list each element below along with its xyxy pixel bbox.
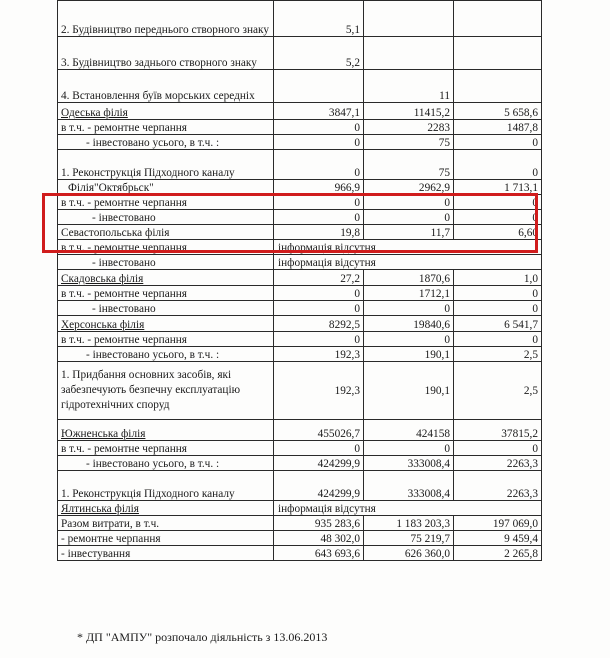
table-row: [58, 546, 542, 561]
cell-value-1: 0: [274, 332, 364, 347]
cell-value-3: 37815,2: [454, 420, 542, 441]
row-label: Разом витрати, в т.ч.: [58, 516, 274, 531]
cell-value-3: 1487,8: [454, 120, 542, 135]
row-label: Одеська філія: [58, 103, 274, 120]
cell-value-2: 11,7: [364, 225, 454, 240]
table-row: [58, 516, 542, 531]
row-label: 2. Будівництво переднього створного знаку: [58, 1, 274, 37]
cell-value-1: 5,2: [274, 37, 364, 70]
cell-value-1: 0: [274, 441, 364, 456]
cell-value-2: 333008,4: [364, 456, 454, 471]
document-table-area: [57, 0, 541, 561]
cell-value-3: [454, 37, 542, 70]
cell-value-3: 6,60: [454, 225, 542, 240]
row-label: Севастопольська філія: [58, 225, 274, 240]
cell-value-2: 626 360,0: [364, 546, 454, 561]
cell-value-2: 0: [364, 301, 454, 316]
cell-value-3: 0: [454, 332, 542, 347]
row-label: 1. Придбання основних засобів, які забезпечують безпечну експлуатацію гідротехнічних споруд: [58, 362, 274, 420]
table-row: [58, 441, 542, 456]
cell-value-1: 0: [274, 210, 364, 225]
cell-value-1: 966,9: [274, 180, 364, 195]
cell-value-1: 0: [274, 301, 364, 316]
table-row: [58, 150, 542, 180]
footnote: * ДП "АМПУ" розпочало діяльність з 13.06.2013: [77, 630, 328, 644]
cell-value-3: 2 265,8: [454, 546, 542, 561]
cell-value-2: 0: [364, 210, 454, 225]
row-label: - інвестовано усього, в т.ч. :: [58, 135, 274, 150]
table-row: [58, 37, 542, 70]
table-row: [58, 471, 542, 501]
cell-value-3: 2263,3: [454, 456, 542, 471]
row-label: в т.ч. - ремонтне черпання: [58, 195, 274, 210]
cell-value-1: 424299,9: [274, 471, 364, 501]
cell-value-1: 19,8: [274, 225, 364, 240]
cell-value-1: 0: [274, 195, 364, 210]
cell-value-2: 190,1: [364, 362, 454, 420]
table-row: [58, 120, 542, 135]
table-row: [58, 456, 542, 471]
row-label: 3. Будівництво заднього створного знаку: [58, 37, 274, 70]
cell-value-2: 75: [364, 150, 454, 180]
table-row: [58, 531, 542, 546]
cell-value-2: [364, 1, 454, 37]
table-row: [58, 135, 542, 150]
row-label: - інвестовано усього, в т.ч. :: [58, 347, 274, 362]
cell-value-2: 333008,4: [364, 471, 454, 501]
table-row: [58, 362, 542, 420]
info-absent-note: інформація відсутня: [274, 501, 542, 516]
row-label: в т.ч. - ремонтне черпання: [58, 240, 274, 255]
cell-value-1: 0: [274, 135, 364, 150]
cell-value-3: 6 541,7: [454, 316, 542, 332]
cell-value-3: 5 658,6: [454, 103, 542, 120]
cell-value-3: 2,5: [454, 362, 542, 420]
cell-value-2: 190,1: [364, 347, 454, 362]
cell-value-2: 0: [364, 332, 454, 347]
cell-value-1: 192,3: [274, 347, 364, 362]
cell-value-3: 1,0: [454, 270, 542, 286]
cell-value-1: 0: [274, 150, 364, 180]
cell-value-2: 0: [364, 441, 454, 456]
row-label: в т.ч. - ремонтне черпання: [58, 120, 274, 135]
table-row: [58, 225, 542, 240]
table-row: [58, 347, 542, 362]
cell-value-1: [274, 70, 364, 103]
cell-value-3: 197 069,0: [454, 516, 542, 531]
cell-value-1: 27,2: [274, 270, 364, 286]
cell-value-1: 0: [274, 120, 364, 135]
cell-value-1: 455026,7: [274, 420, 364, 441]
cell-value-3: [454, 1, 542, 37]
table-row: [58, 316, 542, 332]
row-label: Ялтинська філія: [58, 501, 274, 516]
cell-value-1: 5,1: [274, 1, 364, 37]
cell-value-3: 2263,3: [454, 471, 542, 501]
row-label: 1. Реконструкція Підходного каналу: [58, 471, 274, 501]
cell-value-2: 424158: [364, 420, 454, 441]
table-row: [58, 103, 542, 120]
info-absent-note: інформація відсутня: [274, 240, 542, 255]
cell-value-1: 643 693,6: [274, 546, 364, 561]
cell-value-3: 1 713,1: [454, 180, 542, 195]
cell-value-1: 935 283,6: [274, 516, 364, 531]
cell-value-3: 9 459,4: [454, 531, 542, 546]
cell-value-1: 424299,9: [274, 456, 364, 471]
cell-value-2: 2962,9: [364, 180, 454, 195]
cell-value-3: 0: [454, 301, 542, 316]
row-label: 4. Встановлення буїв морських середніх: [58, 70, 274, 103]
table-row: [58, 255, 542, 270]
table-row: [58, 501, 542, 516]
cell-value-3: 0: [454, 441, 542, 456]
table-row: [58, 286, 542, 301]
cell-value-2: 11: [364, 70, 454, 103]
cell-value-2: 11415,2: [364, 103, 454, 120]
table-row: [58, 301, 542, 316]
row-label: - інвестування: [58, 546, 274, 561]
expenditure-table: [57, 0, 542, 561]
cell-value-3: [454, 70, 542, 103]
cell-value-1: 192,3: [274, 362, 364, 420]
cell-value-3: 0: [454, 210, 542, 225]
row-label: - інвестовано: [58, 301, 274, 316]
table-row: [58, 180, 542, 195]
row-label: Южненська філія: [58, 420, 274, 441]
row-label: Скадовська філія: [58, 270, 274, 286]
cell-value-3: 2,5: [454, 347, 542, 362]
info-absent-note: інформація відсутня: [274, 255, 542, 270]
cell-value-3: 0: [454, 135, 542, 150]
cell-value-1: 48 302,0: [274, 531, 364, 546]
row-label: Херсонська філія: [58, 316, 274, 332]
table-row: [58, 420, 542, 441]
row-label: - інвестовано: [58, 210, 274, 225]
cell-value-3: 0: [454, 286, 542, 301]
cell-value-3: 0: [454, 195, 542, 210]
cell-value-1: 0: [274, 286, 364, 301]
row-label: - інвестовано: [58, 255, 274, 270]
cell-value-2: 2283: [364, 120, 454, 135]
cell-value-2: 75: [364, 135, 454, 150]
cell-value-2: 1712,1: [364, 286, 454, 301]
row-label: в т.ч. - ремонтне черпання: [58, 332, 274, 347]
cell-value-2: 19840,6: [364, 316, 454, 332]
row-label: в т.ч. - ремонтне черпання: [58, 441, 274, 456]
cell-value-2: 0: [364, 195, 454, 210]
cell-value-2: 1 183 203,3: [364, 516, 454, 531]
table-row: [58, 240, 542, 255]
row-label: в т.ч. - ремонтне черпання: [58, 286, 274, 301]
cell-value-2: 1870,6: [364, 270, 454, 286]
cell-value-1: 3847,1: [274, 103, 364, 120]
row-label: - ремонтне черпання: [58, 531, 274, 546]
table-row: [58, 332, 542, 347]
row-label: - інвестовано усього, в т.ч. :: [58, 456, 274, 471]
table-row: [58, 210, 542, 225]
cell-value-1: 8292,5: [274, 316, 364, 332]
cell-value-3: 0: [454, 150, 542, 180]
table-row: [58, 195, 542, 210]
row-label: 1. Реконструкція Підходного каналу: [58, 150, 274, 180]
table-row: [58, 270, 542, 286]
cell-value-2: 75 219,7: [364, 531, 454, 546]
row-label: Філія"Октябрьск": [58, 180, 274, 195]
table-row: [58, 1, 542, 37]
table-row: [58, 70, 542, 103]
cell-value-2: [364, 37, 454, 70]
